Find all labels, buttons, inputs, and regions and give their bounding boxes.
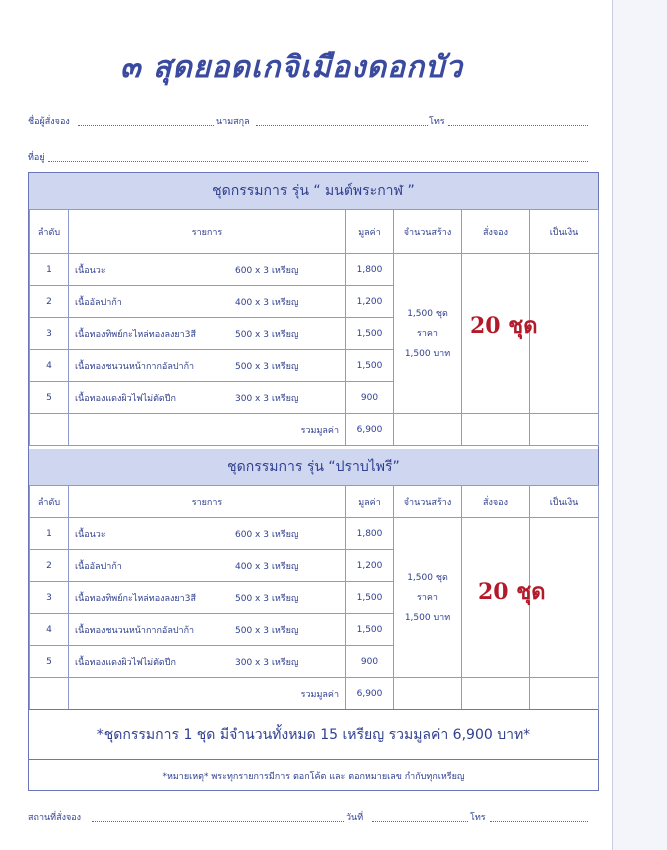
item-spec: 500 x 3 เหรียญ [235,625,299,636]
item-name: เนื้อทองชนวนหน้ากากอัลปาก้า [75,361,195,372]
handwritten-quantity-set-1: 20 ชุด [470,313,538,339]
phone2-field[interactable] [490,820,588,822]
header-amount: เป็นเงิน [530,486,599,518]
header-no: ลำดับ [30,210,69,254]
row-item [69,318,346,350]
item-name: เนื้อนวะ [75,529,106,540]
quantity-cell [394,518,462,678]
row-item [69,382,346,414]
item-name: เนื้อทองทิพย์กะไหล่ทองลงยา3สี [75,329,196,340]
row-item [69,646,346,678]
name-field[interactable] [78,124,214,126]
header-quantity: จำนวนสร้าง [394,210,462,254]
item-spec: 600 x 3 เหรียญ [235,265,299,276]
total-quantity-cell [394,414,462,446]
quantity-cell [394,254,462,414]
header-value: มูลค่า [346,210,394,254]
item-spec: 300 x 3 เหรียญ [235,657,299,668]
row-item [69,518,346,550]
header-quantity: จำนวนสร้าง [394,486,462,518]
row-item [69,614,346,646]
table-row [30,518,599,550]
row-value: 1,500 [346,582,394,614]
form-title: ๓ สุดยอดเกจิเมืองดอกบัว [120,50,464,85]
header-amount: เป็นเงิน [530,210,599,254]
header-order: สั่งจอง [462,210,530,254]
date-field[interactable] [372,820,468,822]
item-name: เนื้ออัลปาก้า [75,561,122,572]
header-value: มูลค่า [346,486,394,518]
header-no: ลำดับ [30,486,69,518]
surname-field[interactable] [256,124,428,126]
item-spec: 400 x 3 เหรียญ [235,561,299,572]
total-label: รวมมูลค่า [69,414,346,446]
item-name: เนื้อทองแดงผิวไฟไม่ตัดปีก [75,657,176,668]
row-value: 1,200 [346,286,394,318]
address-label: ที่อยู่ [28,153,45,163]
row-value: 1,500 [346,350,394,382]
row-value: 1,800 [346,254,394,286]
address-field[interactable] [48,160,588,162]
item-spec: 500 x 3 เหรียญ [235,329,299,340]
price-line: 1,500 บาท [404,612,451,623]
phone-label: โทร [429,117,445,127]
item-spec: 600 x 3 เหรียญ [235,529,299,540]
total-spacer [30,414,69,446]
total-amount-cell[interactable] [530,678,599,710]
item-name: เนื้อทองแดงผิวไฟไม่ตัดปีก [75,393,176,404]
table-row [30,254,599,286]
amount-cell[interactable] [530,254,599,414]
item-spec: 500 x 3 เหรียญ [235,361,299,372]
header-item: รายการ [69,210,346,254]
total-value: 6,900 [346,414,394,446]
row-no: 5 [30,382,69,414]
total-amount-cell[interactable] [530,414,599,446]
row-item [69,582,346,614]
row-no: 1 [30,518,69,550]
handwritten-quantity-set-2: 20 ชุด [478,579,546,605]
row-item [69,550,346,582]
item-spec: 400 x 3 เหรียญ [235,297,299,308]
summary-text: *ชุดกรรมการ 1 ชุด มีจำนวนทั้งหมด 15 เหรียญ รวมมูลค่า 6,900 บาท* [29,709,598,760]
row-value: 1,800 [346,518,394,550]
item-spec: 300 x 3 เหรียญ [235,393,299,404]
sheet-edge [612,0,613,850]
price-label: ราคา [417,328,438,339]
row-value: 900 [346,646,394,678]
row-no: 3 [30,318,69,350]
header-order: สั่งจอง [462,486,530,518]
price-line: 1,500 บาท [404,348,451,359]
row-item [69,286,346,318]
total-order-cell[interactable] [462,678,530,710]
total-value: 6,900 [346,678,394,710]
row-value: 900 [346,382,394,414]
note-text: *หมายเหตุ* พระทุกรายการมีการ ตอกโค้ต และ ตอกหมายเลข กำกับทุกเหรียญ [29,759,598,791]
price-label: ราคา [417,592,438,603]
surname-label: นามสกุล [216,117,250,127]
total-quantity-cell [394,678,462,710]
total-row [30,678,599,710]
item-spec: 500 x 3 เหรียญ [235,593,299,604]
total-row [30,414,599,446]
row-no: 4 [30,614,69,646]
item-name: เนื้อทองชนวนหน้ากากอัลปาก้า [75,625,195,636]
phone2-label: โทร [470,813,486,823]
total-label: รวมมูลค่า [69,678,346,710]
row-value: 1,500 [346,318,394,350]
item-name: เนื้ออัลปาก้า [75,297,122,308]
set-1-title: ชุดกรรมการ รุ่น “ มนต์พระกาฬ ” [29,173,598,209]
header-item: รายการ [69,486,346,518]
place-label: สถานที่สั่งจอง [28,813,82,823]
row-no: 5 [30,646,69,678]
row-item [69,254,346,286]
row-value: 1,500 [346,614,394,646]
total-spacer [30,678,69,710]
row-no: 3 [30,582,69,614]
order-table-box [28,172,599,791]
date-label: วันที่ [346,813,364,823]
row-no: 1 [30,254,69,286]
name-label: ชื่อผู้สั่งจอง [28,117,70,127]
row-no: 2 [30,286,69,318]
item-name: เนื้อทองทิพย์กะไหล่ทองลงยา3สี [75,593,196,604]
row-no: 2 [30,550,69,582]
quantity-line: 1,500 ชุด [407,308,448,319]
row-item [69,350,346,382]
phone-field[interactable] [448,124,588,126]
place-field[interactable] [92,820,344,822]
quantity-line: 1,500 ชุด [407,572,448,583]
set-2-title: ชุดกรรมการ รุ่น “ปราบไพรี” [29,449,598,485]
row-value: 1,200 [346,550,394,582]
row-no: 4 [30,350,69,382]
total-order-cell[interactable] [462,414,530,446]
item-name: เนื้อนวะ [75,265,106,276]
